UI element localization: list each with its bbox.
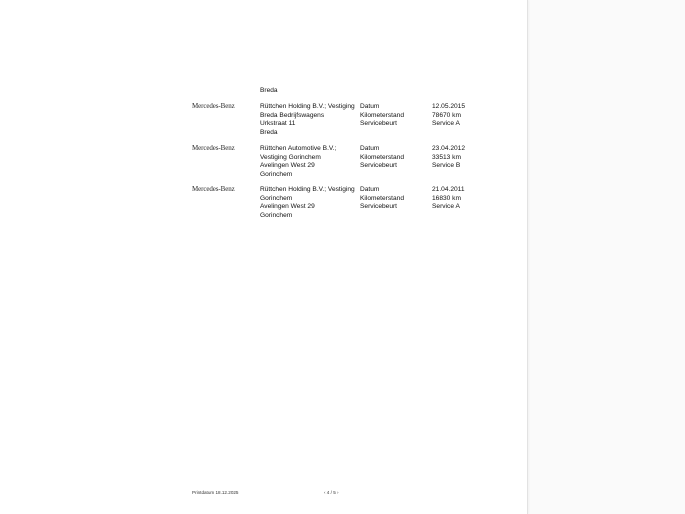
dealer-line: Vestiging Gorinchem — [260, 153, 321, 161]
field-values — [432, 103, 465, 129]
dealer-line: Rüttchen Automotive B.V.; — [260, 145, 337, 152]
dealer-line: Breda Bedrijfswagens — [260, 111, 325, 119]
dealer-line: Gorinchem — [260, 211, 293, 219]
service-entry — [0, 103, 527, 143]
field-labels — [360, 103, 404, 129]
value-mileage: 16830 km — [432, 194, 461, 202]
dealer-line: Avelingen West 29 — [260, 203, 315, 211]
print-date: Printdatum 18.12.2025 — [192, 490, 239, 495]
dealer-line: Breda — [260, 128, 278, 136]
value-service: Service A — [432, 203, 460, 211]
label-servicebeurt: Servicebeurt — [360, 203, 398, 211]
dealer-line: Gorinchem — [260, 194, 293, 202]
dealer-line: Avelingen West 29 — [260, 162, 315, 170]
dealer-address — [260, 145, 358, 179]
field-labels — [360, 145, 404, 171]
label-kilometerstand: Kilometerstand — [360, 194, 404, 202]
dealer-line: Rüttchen Holding B.V.; Vestiging — [260, 103, 355, 110]
value-date: 12.05.2015 — [432, 103, 466, 110]
value-service: Service A — [432, 120, 460, 128]
mercedes-benz-logo: Mercedes-Benz — [192, 185, 235, 193]
value-service: Service B — [432, 162, 461, 170]
service-entry — [0, 186, 527, 226]
label-kilometerstand: Kilometerstand — [360, 111, 404, 119]
label-servicebeurt: Servicebeurt — [360, 162, 398, 170]
dealer-line: Rüttchen Holding B.V.; Vestiging — [260, 186, 355, 193]
value-mileage: 78670 km — [432, 111, 461, 119]
viewer-background — [528, 0, 685, 514]
field-labels — [360, 186, 404, 212]
service-entry — [0, 145, 527, 185]
dealer-line: Gorinchem — [260, 170, 293, 178]
mercedes-benz-logo: Mercedes-Benz — [192, 102, 235, 110]
value-date: 23.04.2012 — [432, 145, 466, 152]
dealer-address — [260, 186, 358, 220]
dealer-line: Urkstraat 11 — [260, 120, 296, 128]
label-servicebeurt: Servicebeurt — [360, 120, 398, 128]
field-values — [432, 186, 465, 212]
dealer-address — [260, 103, 358, 137]
label-datum: Datum — [360, 103, 380, 110]
label-kilometerstand: Kilometerstand — [360, 153, 404, 161]
carry-over-city: Breda — [260, 87, 278, 94]
label-datum: Datum — [360, 145, 380, 152]
page-number: ‹ 4 / 5 › — [324, 490, 339, 495]
value-date: 21.04.2011 — [432, 186, 465, 193]
mercedes-benz-logo: Mercedes-Benz — [192, 144, 235, 152]
label-datum: Datum — [360, 186, 380, 193]
field-values — [432, 145, 465, 171]
value-mileage: 33513 km — [432, 153, 461, 161]
